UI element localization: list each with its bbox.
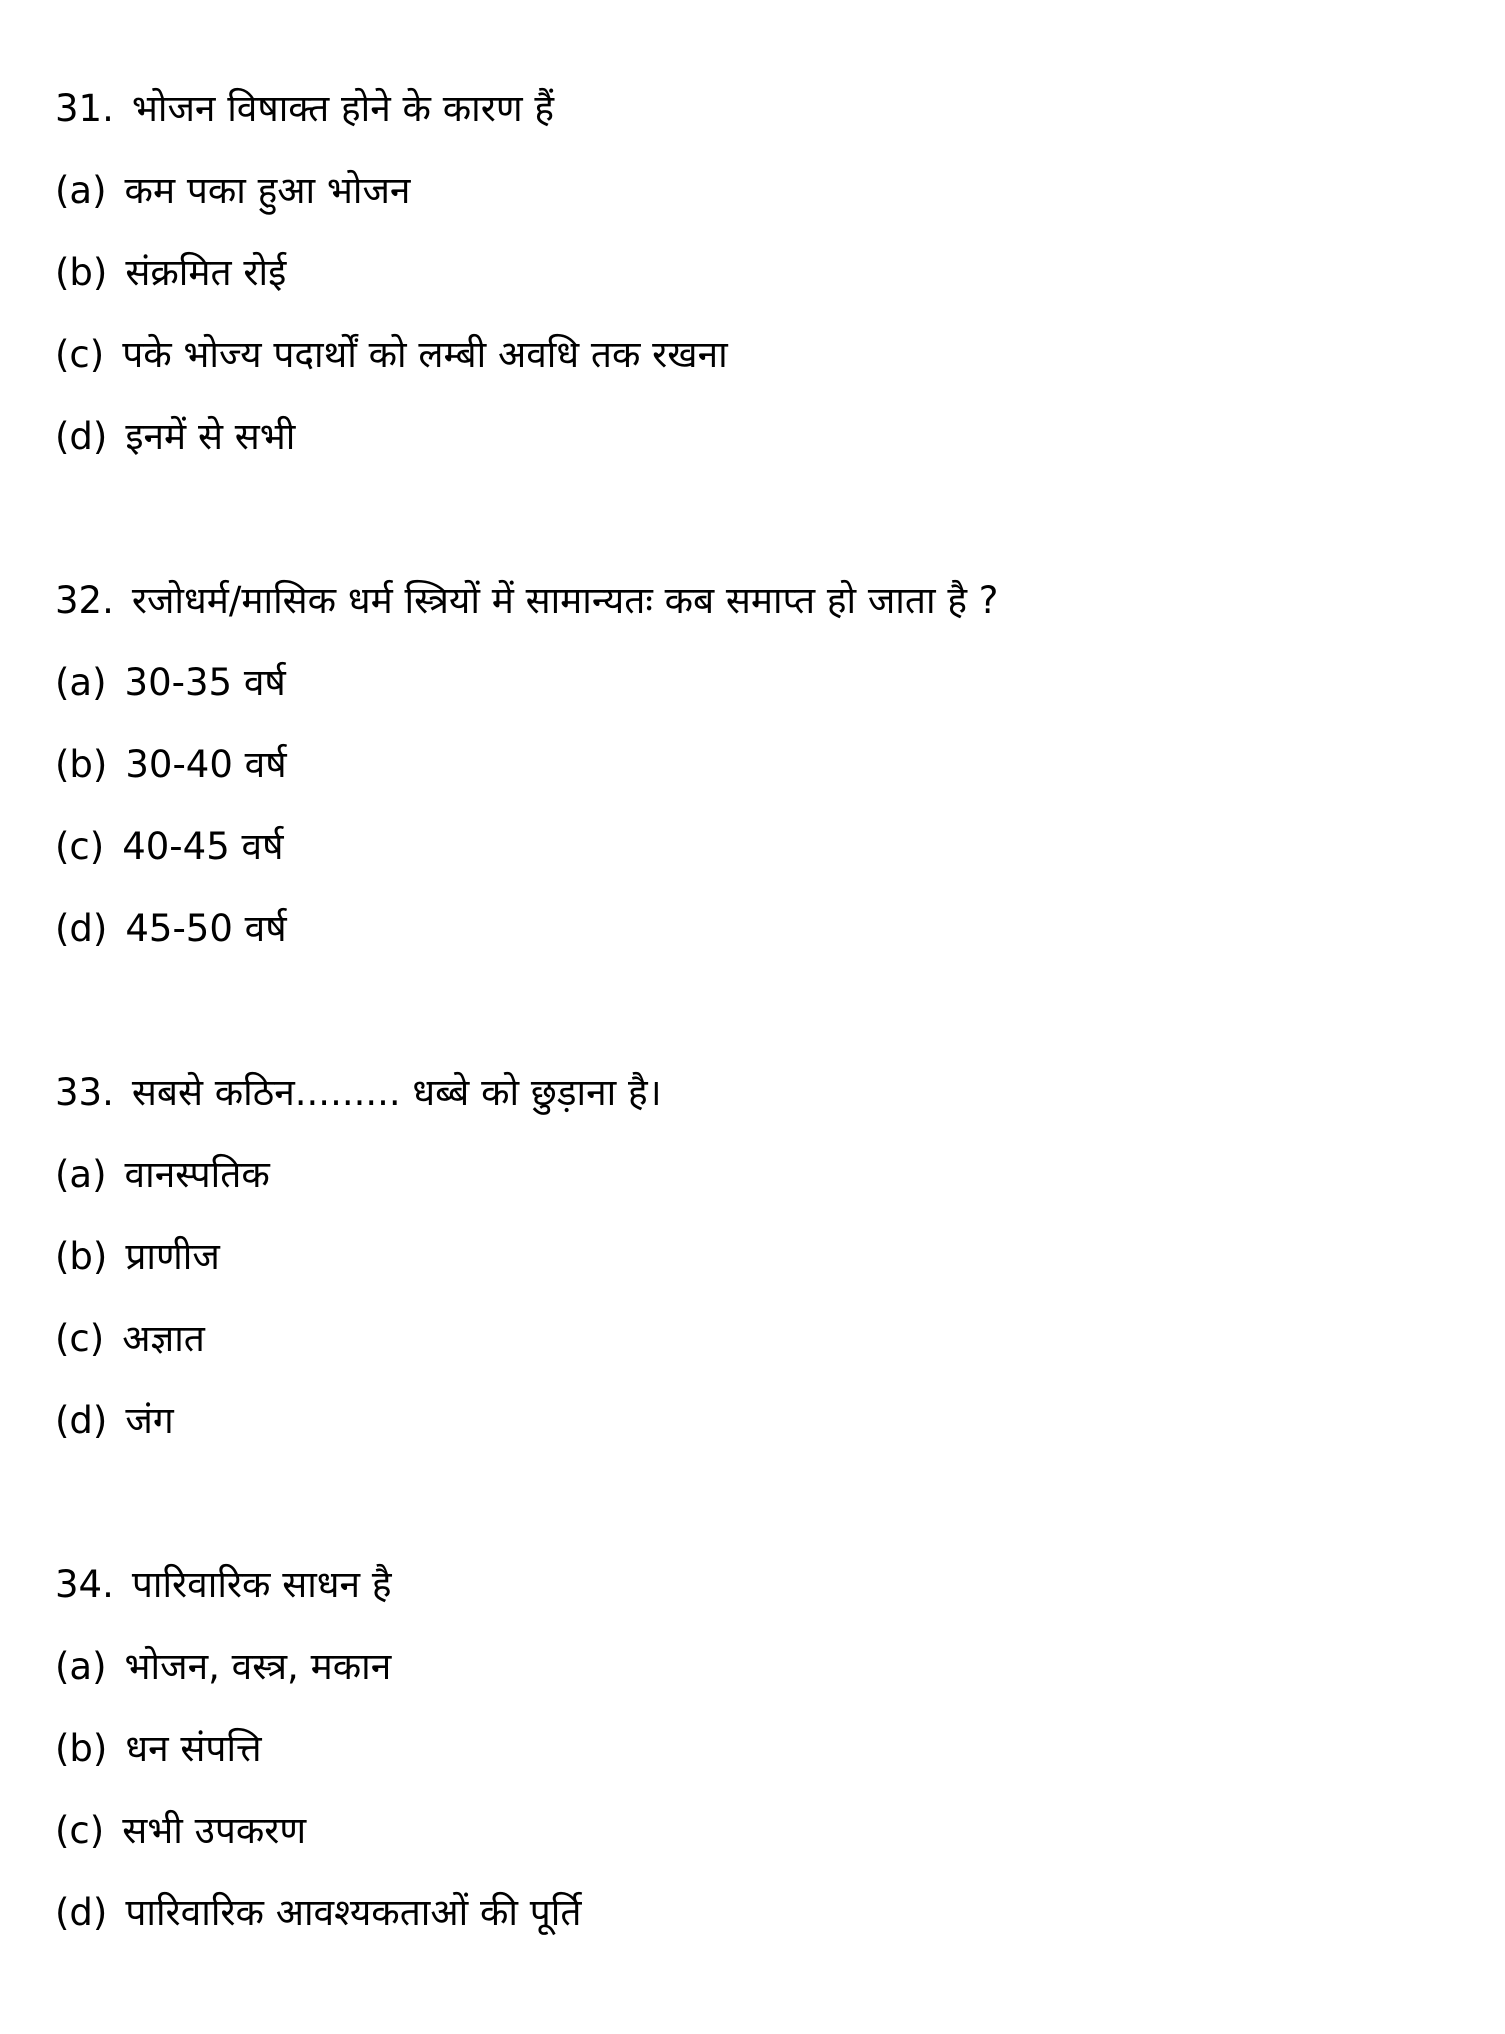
option-key: (b) (55, 1727, 108, 1770)
question-text: पारिवारिक साधन है (131, 1563, 392, 1606)
option-key: (d) (55, 1399, 108, 1442)
question-text: रजोधर्म/मासिक धर्म स्त्रियों में सामान्यतः कब समाप्त हो जाता है ? (131, 579, 999, 622)
option-key: (a) (55, 661, 107, 704)
question-text: भोजन विषाक्त होने के कारण हैं (131, 87, 554, 130)
question-32 (55, 560, 1455, 970)
question-number: 33. (55, 1071, 114, 1114)
option-key: (b) (55, 251, 108, 294)
option-c (55, 806, 1455, 888)
question-number: 32. (55, 579, 114, 622)
option-key: (a) (55, 1153, 107, 1196)
option-d (55, 396, 1455, 478)
option-d (55, 1872, 1455, 1954)
option-b (55, 232, 1455, 314)
question-number: 34. (55, 1563, 114, 1606)
question-text-line (55, 1052, 1455, 1134)
option-c (55, 314, 1455, 396)
option-text: 45-50 वर्ष (125, 907, 287, 950)
option-key: (a) (55, 1645, 107, 1688)
option-text: वानस्पतिक (124, 1153, 270, 1196)
option-text: सभी उपकरण (122, 1809, 307, 1852)
option-text: प्राणीज (125, 1235, 220, 1278)
question-33 (55, 1052, 1455, 1462)
option-key: (d) (55, 415, 108, 458)
option-text: कम पका हुआ भोजन (124, 169, 411, 212)
question-number: 31. (55, 87, 114, 130)
option-d (55, 1380, 1455, 1462)
option-text: संक्रमित रोई (125, 251, 287, 294)
option-b (55, 724, 1455, 806)
option-c (55, 1790, 1455, 1872)
option-a (55, 1134, 1455, 1216)
option-text: 30-35 वर्ष (124, 661, 286, 704)
option-key: (a) (55, 169, 107, 212)
option-a (55, 642, 1455, 724)
option-key: (c) (55, 1809, 105, 1852)
option-text: 40-45 वर्ष (122, 825, 284, 868)
option-text: धन संपत्ति (125, 1727, 262, 1770)
option-text: 30-40 वर्ष (125, 743, 287, 786)
question-31 (55, 68, 1455, 478)
option-key: (b) (55, 743, 108, 786)
option-key: (c) (55, 1317, 105, 1360)
option-text: भोजन, वस्त्र, मकान (124, 1645, 392, 1688)
question-list (55, 68, 1455, 1954)
option-text: जंग (125, 1399, 174, 1442)
option-key: (c) (55, 333, 105, 376)
question-text: सबसे कठिन......... धब्बे को छुड़ाना है। (131, 1071, 662, 1114)
option-text: इनमें से सभी (125, 415, 296, 458)
question-text-line (55, 1544, 1455, 1626)
question-text-line (55, 68, 1455, 150)
option-b (55, 1216, 1455, 1298)
option-key: (c) (55, 825, 105, 868)
option-key: (b) (55, 1235, 108, 1278)
question-34 (55, 1544, 1455, 1954)
option-text: अज्ञात (122, 1317, 205, 1360)
option-c (55, 1298, 1455, 1380)
option-text: पके भोज्य पदार्थों को लम्बी अवधि तक रखना (122, 333, 728, 376)
option-a (55, 1626, 1455, 1708)
option-a (55, 150, 1455, 232)
option-text: पारिवारिक आवश्यकताओं की पूर्ति (125, 1891, 582, 1934)
option-b (55, 1708, 1455, 1790)
option-key: (d) (55, 1891, 108, 1934)
option-d (55, 888, 1455, 970)
question-text-line (55, 560, 1455, 642)
option-key: (d) (55, 907, 108, 950)
